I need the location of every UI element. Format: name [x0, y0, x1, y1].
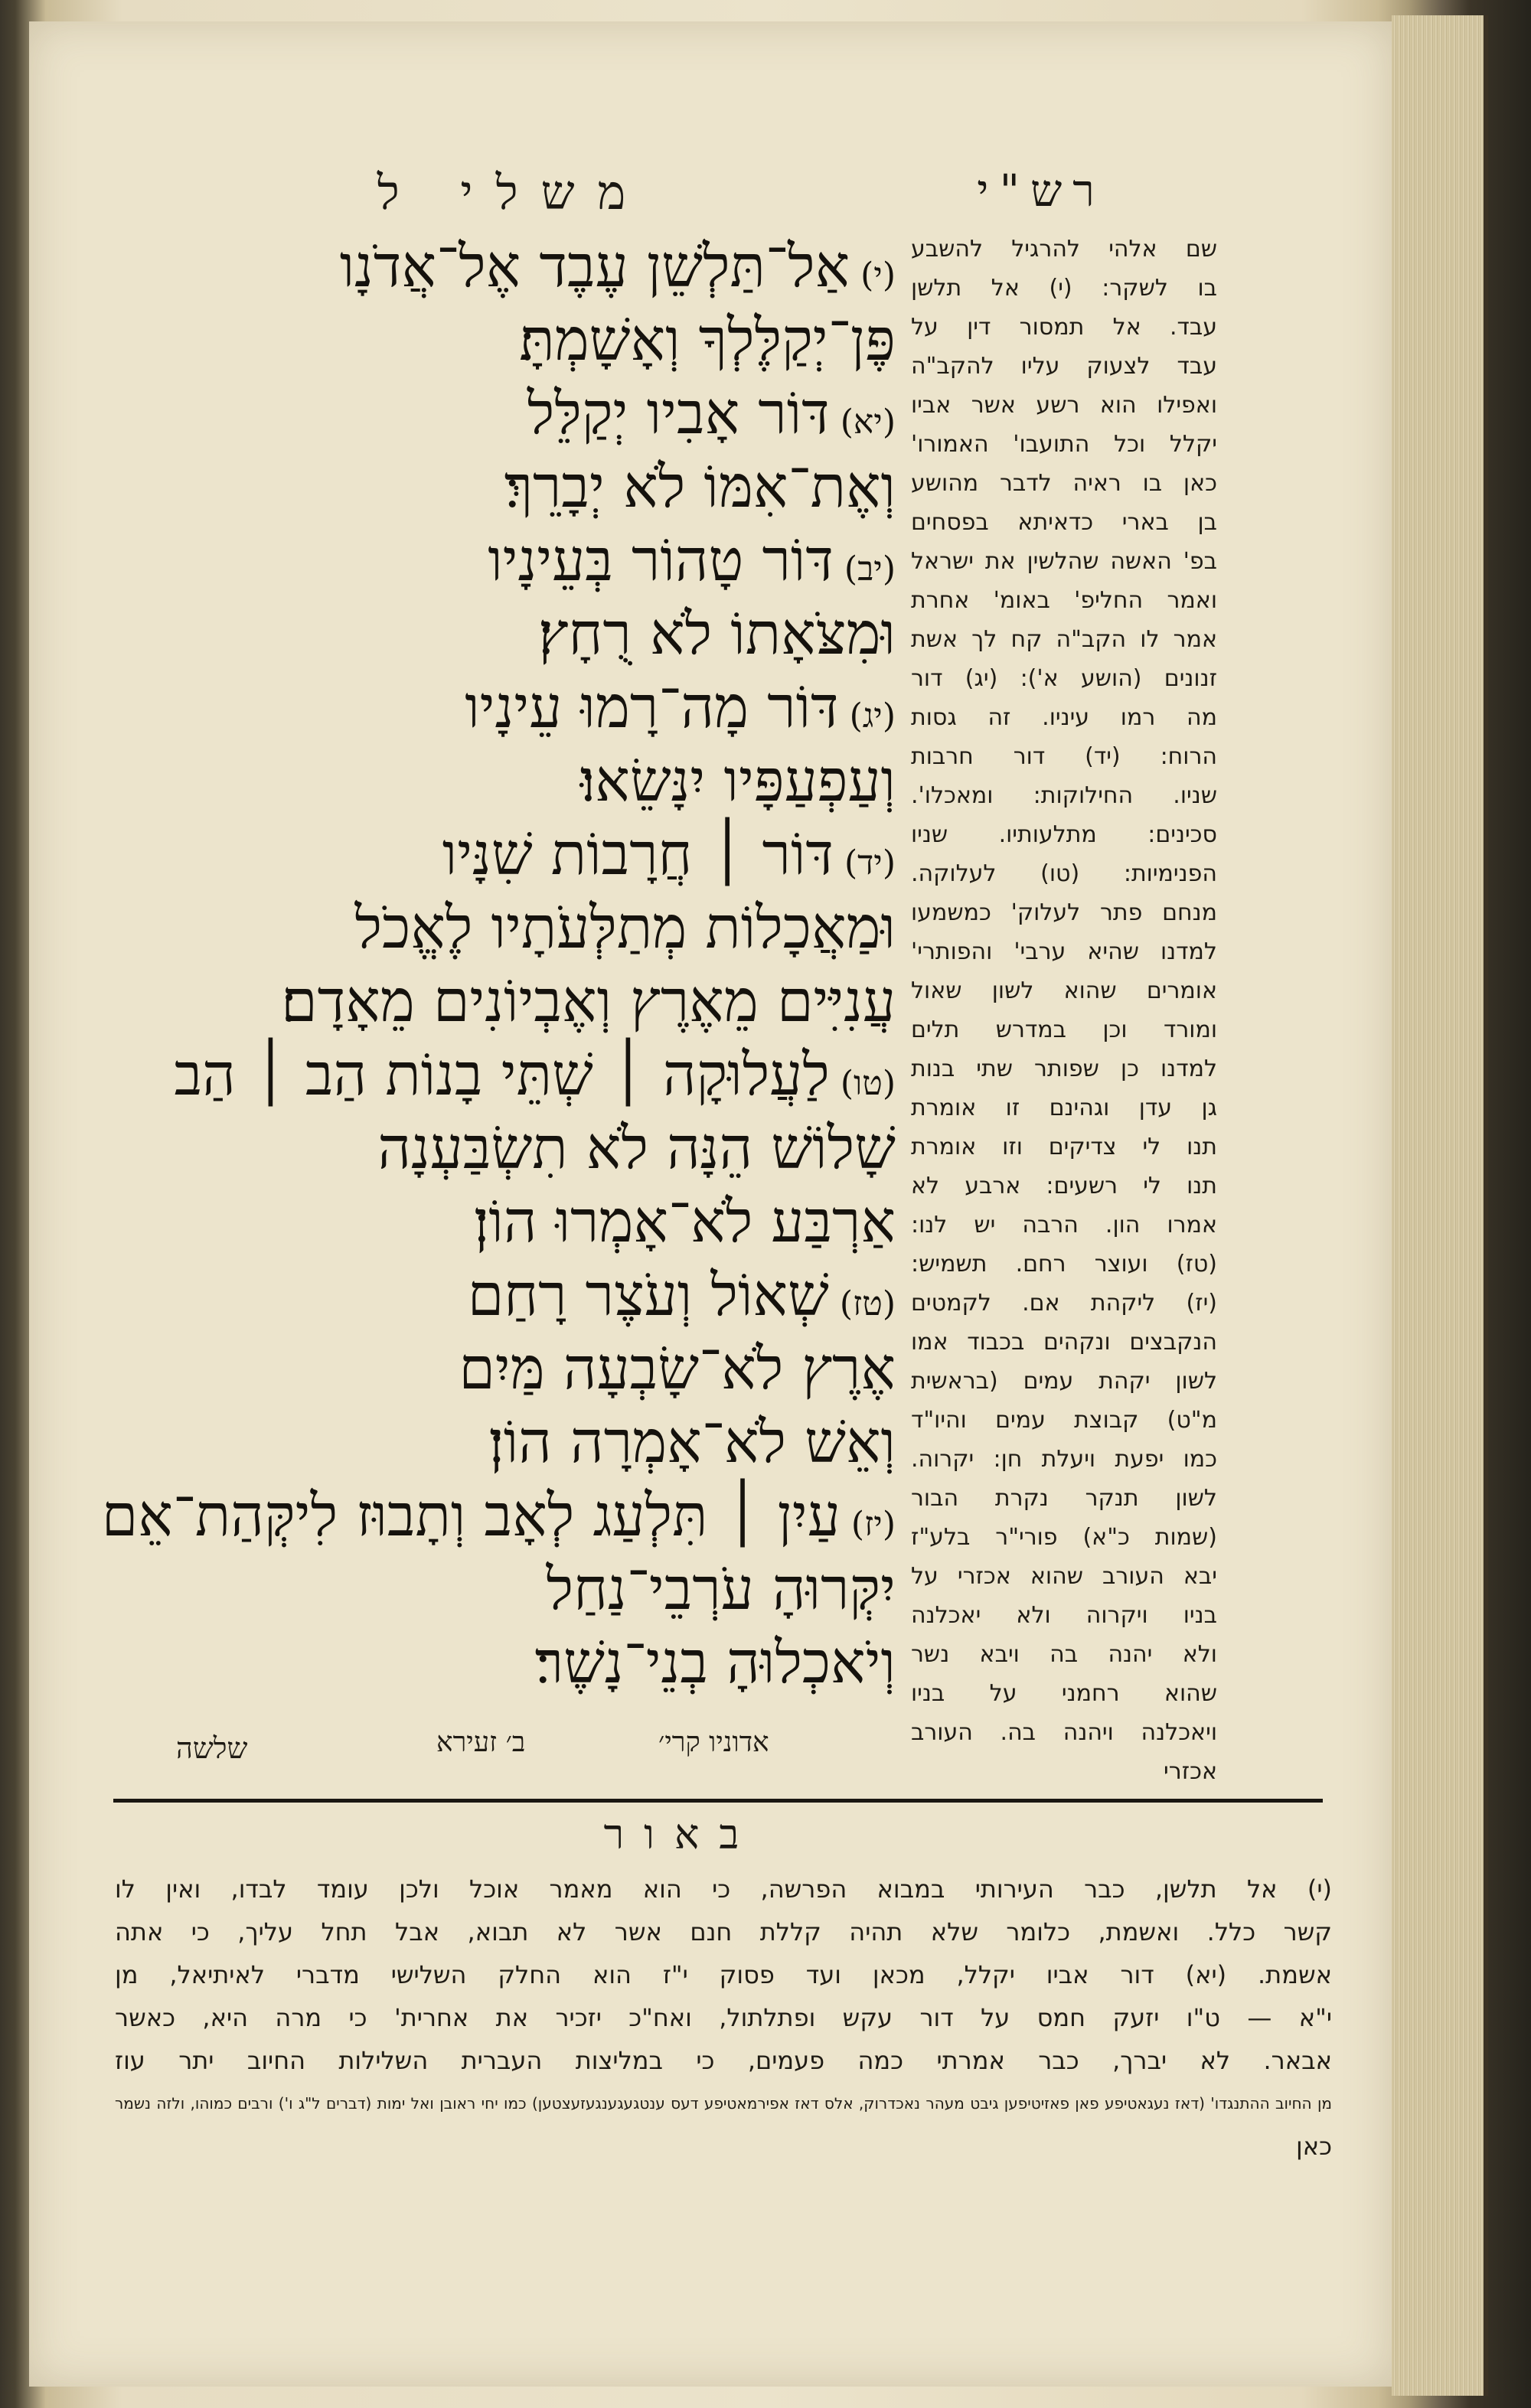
rashi-line: שניו. החילוקות: ומאכלו'.: [911, 782, 1217, 809]
verse-text: וְאֵשׁ לֹא־אָמְרָה הוֹן׃: [488, 1408, 896, 1476]
rashi-line: תנו לי צדיקים וזו אומרת: [911, 1134, 1217, 1160]
rashi-line: (שמות כ"א) פורי"ר בלע"ז: [911, 1524, 1217, 1551]
verse-line: [84, 964, 896, 1038]
rashi-line: אומרים שהוא לשון שאול: [911, 977, 1217, 1004]
rashi-running-title: רש"י: [977, 165, 1105, 217]
rashi-line: הפנימיות: (טו) לעלוקה.: [911, 860, 1217, 887]
verse-text: שָׁלוֹשׁ הֵנָּה לֹא תִשְׂבַּעְנָה: [377, 1114, 896, 1182]
rashi-line: אמרו הון. הרבה יש לנו:: [911, 1212, 1217, 1238]
rashi-line: (יז) ליקהת אם. לקמטים: [911, 1290, 1217, 1317]
verse-number: (טו): [840, 1064, 896, 1103]
section-divider-rule: [113, 1799, 1323, 1803]
rashi-line: עבד. אל תמסור דין על: [911, 314, 1217, 341]
verse-text: אַרְבַּע לֹא־אָמְרוּ הוֹן׃: [473, 1187, 896, 1255]
verse-text: פֶּן־יְקַלֶּלְךָ וְאָשָׁמְתָּ׃: [519, 305, 896, 374]
verse-line: [84, 817, 896, 891]
rashi-line: מ"ט) קבוצת עמים והיו"ד: [911, 1407, 1217, 1434]
marginal-note-kri: אדוניו קרי׳: [658, 1727, 769, 1758]
verse-number: (יא): [840, 403, 896, 442]
verse-text: עֲנִיִּים מֵאֶרֶץ וְאֶבְיוֹנִים מֵאָדָם׃: [281, 967, 896, 1035]
rashi-line: בן בארי כדאיתא בפסחים: [911, 509, 1217, 536]
rashi-line: למדנו שהיא ערבי' והפותרי': [911, 938, 1217, 965]
rashi-line: גן עדן וגהינם זו אומרת: [911, 1095, 1217, 1121]
verse-text: יִקְּרוּהָ עֹרְבֵי־נַחַל: [546, 1555, 896, 1623]
biur-commentary: [115, 1868, 1332, 2168]
verse-line: [84, 1626, 896, 1699]
verse-text: וְאֶת־אִמּוֹ לֹא יְבָרֵךְ׃: [504, 452, 896, 520]
catchword: שלשה: [176, 1731, 248, 1765]
verse-line: [84, 1038, 896, 1111]
verse-text: דּוֹר ׀ חֲרָבוֹת שִׁנָּיו: [442, 820, 834, 888]
rashi-line: בו לשקר: (י) אל תלשן: [911, 275, 1217, 302]
rashi-line: הרוח: (יד) דור חרבות: [911, 743, 1217, 770]
verse-line: [84, 744, 896, 817]
verse-text: אֶרֶץ לֹא־שָׂבְעָה מַּיִם: [459, 1334, 896, 1402]
rashi-line: עבד לצעוק עליו להקב"ה: [911, 353, 1217, 380]
verse-text: לַעֲלוּקָה ׀ שְׁתֵּי בָנוֹת הַב ׀ הַב: [174, 1040, 830, 1108]
rashi-line: לשון תנקר נקרת הבור: [911, 1485, 1217, 1512]
biur-line: קשר כלל. ואשמת, כלומר שלא תהיה קללת חנם אשר לא תבוא, אבל תחל עליך, כי אתה: [115, 1917, 1332, 1946]
rashi-line: יקלל וכל התועבו' האמורו': [911, 431, 1217, 458]
rashi-line: בניו ויקרוה ולא יאכלנה: [911, 1602, 1217, 1629]
rashi-line: שהוא רחמני על בניו: [911, 1680, 1217, 1707]
rashi-line: הנקבצים ונקהים בכבוד אמו: [911, 1329, 1217, 1356]
verse-line: [84, 1258, 896, 1332]
verse-number: (יד): [844, 843, 896, 883]
biur-line: י"א — ט"ו יזעק חמס על דור עקש ופתלתול, ואח"כ יזכיר את אחרית' כי מרה היא, כאשר: [115, 2003, 1332, 2032]
verse-line: [84, 1479, 896, 1552]
rashi-line: יבא העורב שהוא אכזרי על: [911, 1563, 1217, 1590]
biur-line: אשמת. (יא) דור אביו יקלל, מכאן ועד פסוק י"ז הוא החלק השלישי מדברי לאיתיאל, מן: [115, 1960, 1332, 1989]
rashi-line: ולא יהנה בה ויבא נשר: [911, 1641, 1217, 1668]
verse-text: דּוֹר טָהוֹר בְּעֵינָיו: [488, 526, 834, 594]
verses-running-title: משלי ל: [377, 165, 649, 220]
rashi-line: סכינים: מתלעותיו. שניו: [911, 821, 1217, 848]
verse-number: (טז): [839, 1284, 896, 1323]
verse-line: [84, 597, 896, 671]
rashi-line: תנו לי רשעים: ארבע לא: [911, 1173, 1217, 1199]
verse-text: דּוֹר אָבִיו יְקַלֵּל: [527, 379, 830, 447]
rashi-line: למדנו כן שפותר שתי בנות: [911, 1056, 1217, 1082]
verse-number: (י): [860, 256, 896, 295]
marginal-note-zeira: ב׳ זעירא: [436, 1727, 526, 1758]
verse-column: [84, 230, 896, 1699]
verse-line: [84, 230, 896, 303]
marginal-notes-row: [184, 1726, 827, 1772]
rashi-line: (טז) ועוצר רחם. תשמיש:: [911, 1251, 1217, 1277]
verse-line: [84, 524, 896, 597]
rashi-line: כמו יפעת ויעלת חן: יקרוה.: [911, 1446, 1217, 1473]
biur-line: (י) אל תלשן, כבר העירותי במבוא הפרשה, כי הוא מאמר אוכל ולכן עומד לבדו, ואין לו: [115, 1875, 1332, 1904]
verse-line: [84, 671, 896, 744]
verse-line: [84, 891, 896, 964]
rashi-line: בפ' האשה שהלשין את ישראל: [911, 548, 1217, 575]
verse-line: [84, 377, 896, 450]
verse-line: [84, 450, 896, 524]
rashi-line: שם אלהי להרגיל להשבע: [911, 236, 1217, 263]
biur-line: אבאר. לא יברך, כבר אמרתי כמה פעמים, כי במליצות העברית השלילות החיוב יתר עוז: [115, 2046, 1332, 2075]
verse-line: [84, 1111, 896, 1185]
verse-text: וּמַאֲכָלוֹת מְתַלְּעֹתָיו לֶאֱכֹל: [354, 893, 896, 961]
verse-text: וְיֹאכְלוּהָ בְנֵי־נָשֶׁר׃: [534, 1628, 896, 1696]
verse-number: (יז): [850, 1505, 896, 1544]
verse-line: [84, 1405, 896, 1479]
biur-line: כאן: [1295, 2132, 1332, 2161]
rashi-line: אמר לו הקב"ה קח לך אשת: [911, 626, 1217, 653]
verse-number: (יב): [844, 550, 896, 589]
rashi-line: ואפילו הוא רשע אשר אביו: [911, 392, 1217, 419]
rashi-line: מה רמו עיניו. זה גסות: [911, 704, 1217, 731]
verse-text: דּוֹר מָה־רָמוּ עֵינָיו: [465, 673, 839, 741]
verse-text: שְׁאוֹל וְעֹצֶר רָחַם: [467, 1261, 829, 1329]
biur-line: מן החיוב ההתנגדו' (דאז נעגאטיפע פאן פאזיטיפען גיבט מעהר נאכדרוק, אלס דאז אפירמאטיפע דעס ענטגעגענגעזעצטען) כמו יחי ראובן ואל ימות (דברים ל"ג ו') ורבים כמוהו, ולזה נשמר: [115, 2094, 1332, 2113]
rashi-line: לשון יקהת עמים (בראשית: [911, 1368, 1217, 1395]
verse-text: וְעַפְעַפָּיו יִנָּשֵׂאוּ׃: [579, 746, 896, 814]
verse-text: וּמִצֹּאָתוֹ לֹא רֻחָץ׃: [537, 599, 896, 667]
verse-text: אַל־תַּלְשֵׁן עֶבֶד אֶל־אֲדֹנָו: [339, 232, 850, 300]
verse-line: [84, 303, 896, 377]
verse-line: [84, 1552, 896, 1626]
rashi-line: מנחם פתר לעלוק' כמשמעו: [911, 899, 1217, 926]
rashi-line: ואמר החליפ' באומ' אחרת: [911, 587, 1217, 614]
verse-text: עַיִן ׀ תִּלְעַג לְאָב וְתָבוּז לִיקְּהַת־אֵם: [101, 1481, 841, 1549]
book-page-edges: [1392, 15, 1488, 2396]
verse-line: [84, 1332, 896, 1405]
rashi-line: כאן בו ראיה לדבר מהושע: [911, 470, 1217, 497]
rashi-line: אכזרי: [1164, 1758, 1217, 1785]
biur-title: באור: [603, 1810, 759, 1858]
rashi-line: ויאכלנה ויהנה בה. העורב: [911, 1719, 1217, 1746]
rashi-commentary-column: [911, 230, 1217, 1791]
verse-line: [84, 1185, 896, 1258]
verse-number: (יג): [849, 697, 896, 736]
rashi-line: זנונים (הושע א'): (יג) דור: [911, 665, 1217, 692]
rashi-line: ומורד וכן במדרש תלים: [911, 1016, 1217, 1043]
